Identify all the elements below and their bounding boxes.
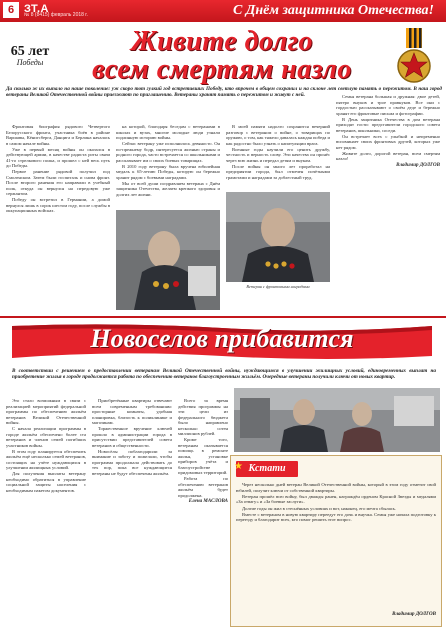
section-divider: [0, 316, 446, 318]
paragraph: Фронтовая биография рядового Четвертого Белорусского фронта, участника боёв в районе Варшавы, Кёнигсберга, Данцига и Берлина началась в самом начале войны.: [6, 124, 110, 146]
article2-lead: В соответствии с решением о предоставлении ветеранам Великой Отечественной войны, нуждающимся в улучшении жилищных условий, единовременных выплат на приобретение жилья в городе продолжается работа по обеспечению ветеранов благоустроенным жильём. Очередные ветераны получили ключи от новых квартир.: [12, 368, 436, 381]
veteran-photo: [116, 210, 220, 310]
anniversary-number: 65 лет: [10, 44, 50, 59]
section-title: С Днём защитника Отечества!: [232, 3, 434, 18]
paragraph: В 2010 году ветерану была вручена юбилейная медаль к 65-летию Победы, которую он бережно хранит рядом с боевыми наградами.: [116, 163, 220, 180]
paragraph: на которой, благодаря беседам с ветеранами в школах и вузах, многие молодые люди узнали подлинную историю войны.: [116, 124, 220, 140]
paragraph: Победу он встретил в Германии, а домой вернулся лишь в сорок шестом году, после службы в оккупационных войсках.: [6, 197, 110, 214]
article1-column-3: [226, 124, 330, 190]
kstati-signature: Владимир ДОЛГОВ: [392, 612, 436, 617]
headline-line-1: Живите долго: [130, 26, 314, 57]
kstati-title: Кстати: [236, 461, 298, 477]
article1-signature: Владимир ДОЛГОВ: [396, 162, 440, 168]
headline-line-2: всем смертям назло: [92, 54, 352, 85]
article2-column-3: [178, 398, 228, 628]
kstati-text: [236, 482, 436, 524]
anniversary-badge: [4, 44, 56, 67]
paragraph: Семья ветерана большая и дружная: двое детей, пятеро внуков и трое правнуков. Все они с гордостью рассказывают о своём деде и бережно хранят его фронтовые письма и фотографии.: [336, 94, 440, 116]
issue-info: № 8 (8415) февраль 2018 г.: [24, 12, 88, 18]
paragraph: С начала реализации программы в городе жильём обеспечено более ста ветеранов и членов семей погибших участников войны.: [6, 426, 86, 448]
paragraph: Это стало возможным в связи с реализацией мероприятий федеральной программы по обеспечению жильём ветеранов Великой Отечественной войны.: [6, 398, 86, 425]
photo-caption: Ветеран с фронтовыми наградами: [246, 284, 310, 289]
paragraph: Торжественное вручение ключей прошло в администрации города в присутствии представителей совета ветеранов и общественности.: [92, 426, 172, 448]
page-header: [0, 0, 446, 22]
new-apartment-photo: [234, 388, 440, 452]
article1-column-1: [6, 124, 110, 316]
paragraph: Новосёлы поблагодарили за внимание и заботу и пожелали, чтобы программа продолжала действовать до тех пор, пока все нуждающиеся ветераны не будут обеспечены жильём.: [92, 448, 172, 476]
paragraph: Он встречает всех с улыбкой и непременно вспоминает своих фронтовых друзей, которых уже нет рядом.: [336, 133, 440, 150]
article2-column-1: [6, 398, 86, 628]
article2-signature: Елена МАСЛОВА: [188, 499, 228, 505]
article1-lead: Да сколько ж их выпало на наше поколение: уж скоро тот гулкий год встретивших Победу, кто впрочем в общем сохранил и на склоне лет светлую память о пережитом. В наш город ветераны Великой Отечественной войны приезжают по приглашению. Ветераны хранят память о пережитом и живут с ней.: [6, 86, 442, 99]
anniversary-word: Победы: [16, 58, 44, 67]
paragraph: В этом году планируется обеспечить жильём ещё несколько семей ветеранов, состоящих на учёте нуждающихся в улучшении жилищных условий.: [6, 448, 86, 471]
paragraph: Приобретённые квартиры отвечают всем современным требованиям: просторные комнаты, удобная планировка, близость к поликлинике и магазинам.: [92, 398, 172, 425]
paragraph: В моей памяти надолго сохранится вечерний разговор с ветераном о войне, о товарищах по оружию, о том, как тяжело давалась каждая победа и как радостно было узнать о капитуляции врага.: [226, 124, 330, 146]
page-number: 6: [3, 2, 19, 18]
paragraph: Для получения выплаты ветерану необходимо обратиться в управление социальной защиты населения с необходимым пакетом документов.: [6, 471, 86, 493]
paragraph: После войны он много лет проработал на предприятии города, был отмечен почётными грамотами и наградами за доблестный труд.: [226, 163, 330, 180]
paragraph: Всего за время действия программы на эти цели из федерального бюджета было направлено несколько сотен миллионов рублей.: [178, 398, 228, 436]
star-icon: ★: [234, 461, 243, 472]
paragraph: Работа по обеспечению ветеранов жильём будет продолжена.: [178, 476, 228, 498]
paragraph: Кроме того, ветеранам оказывается помощь в ремонте жилья, установке приборов учёта и благоустройстве придомовых территорий.: [178, 437, 228, 476]
paragraph: Военные годы научили его ценить дружбу, честность и верность слову. Эти качества он пронёс через всю жизнь и передал детям и внукам.: [226, 146, 330, 163]
paragraph: В День защитника Отечества в дом ветерана приходят гости: представители городского совета ветеранов, школьники, соседи.: [336, 116, 440, 133]
kstati-sidebar: [230, 455, 442, 627]
newspaper-logo: ЗТ.А: [24, 3, 49, 15]
paragraph: Первое ранение рядовой получил под Смоленском. Затем были госпиталь и снова фронт. После второго ранения его направили в учебный полк, откуда он вернулся на передовую уже сержантом.: [6, 169, 110, 197]
paragraph: Уже в первый месяц войны он оказался в действующей армии, в качестве радиста роты связи 41-го стрелкового полка, и прошел с ней весь путь до Победы.: [6, 146, 110, 169]
article2-column-2: [92, 398, 172, 628]
article1-column-4: [336, 94, 440, 306]
paragraph: Живите долго, дорогой ветеран, всем смертям назло!: [336, 150, 440, 162]
paragraph: Мы от всей души поздравляем ветерана с Днём защитника Отечества, желаем крепкого здоровья и долгих лет жизни.: [116, 180, 220, 197]
article1-column-2: [116, 124, 220, 208]
paragraph: Ветеран прошёл всю войну, был дважды ранен, награждён орденом Красной Звезды и медалями «За отвагу» и «За боевые заслуги».: [236, 493, 436, 505]
article1-headline: [56, 28, 388, 84]
paragraph: Вместе с ветераном в новую квартиру переедут его дочь и внучка. Семья уже начала подготовку к переезду и благодарит всех, кто помог решить этот вопрос.: [236, 511, 436, 523]
paragraph: Сейчас ветерану уже исполнилось девяносто. Он по-прежнему бодр, интересуется жизнью страны и родного города, часто встречается со школьниками и рассказывает им о своих боевых товарищах.: [116, 141, 220, 163]
paragraph: Долгие годы он жил в стеснённых условиях и вот, наконец, его мечта сбылась.: [242, 505, 397, 511]
veteran-portrait-photo: [226, 192, 330, 282]
paragraph: Через несколько дней ветеран Великой Отечественной войны, который в этом году отметит свой юбилей, получит ключи от собственной квартиры.: [236, 482, 436, 493]
victory-medal-icon: [390, 28, 438, 88]
article2-headline: Новоселов прибавится: [90, 324, 354, 353]
